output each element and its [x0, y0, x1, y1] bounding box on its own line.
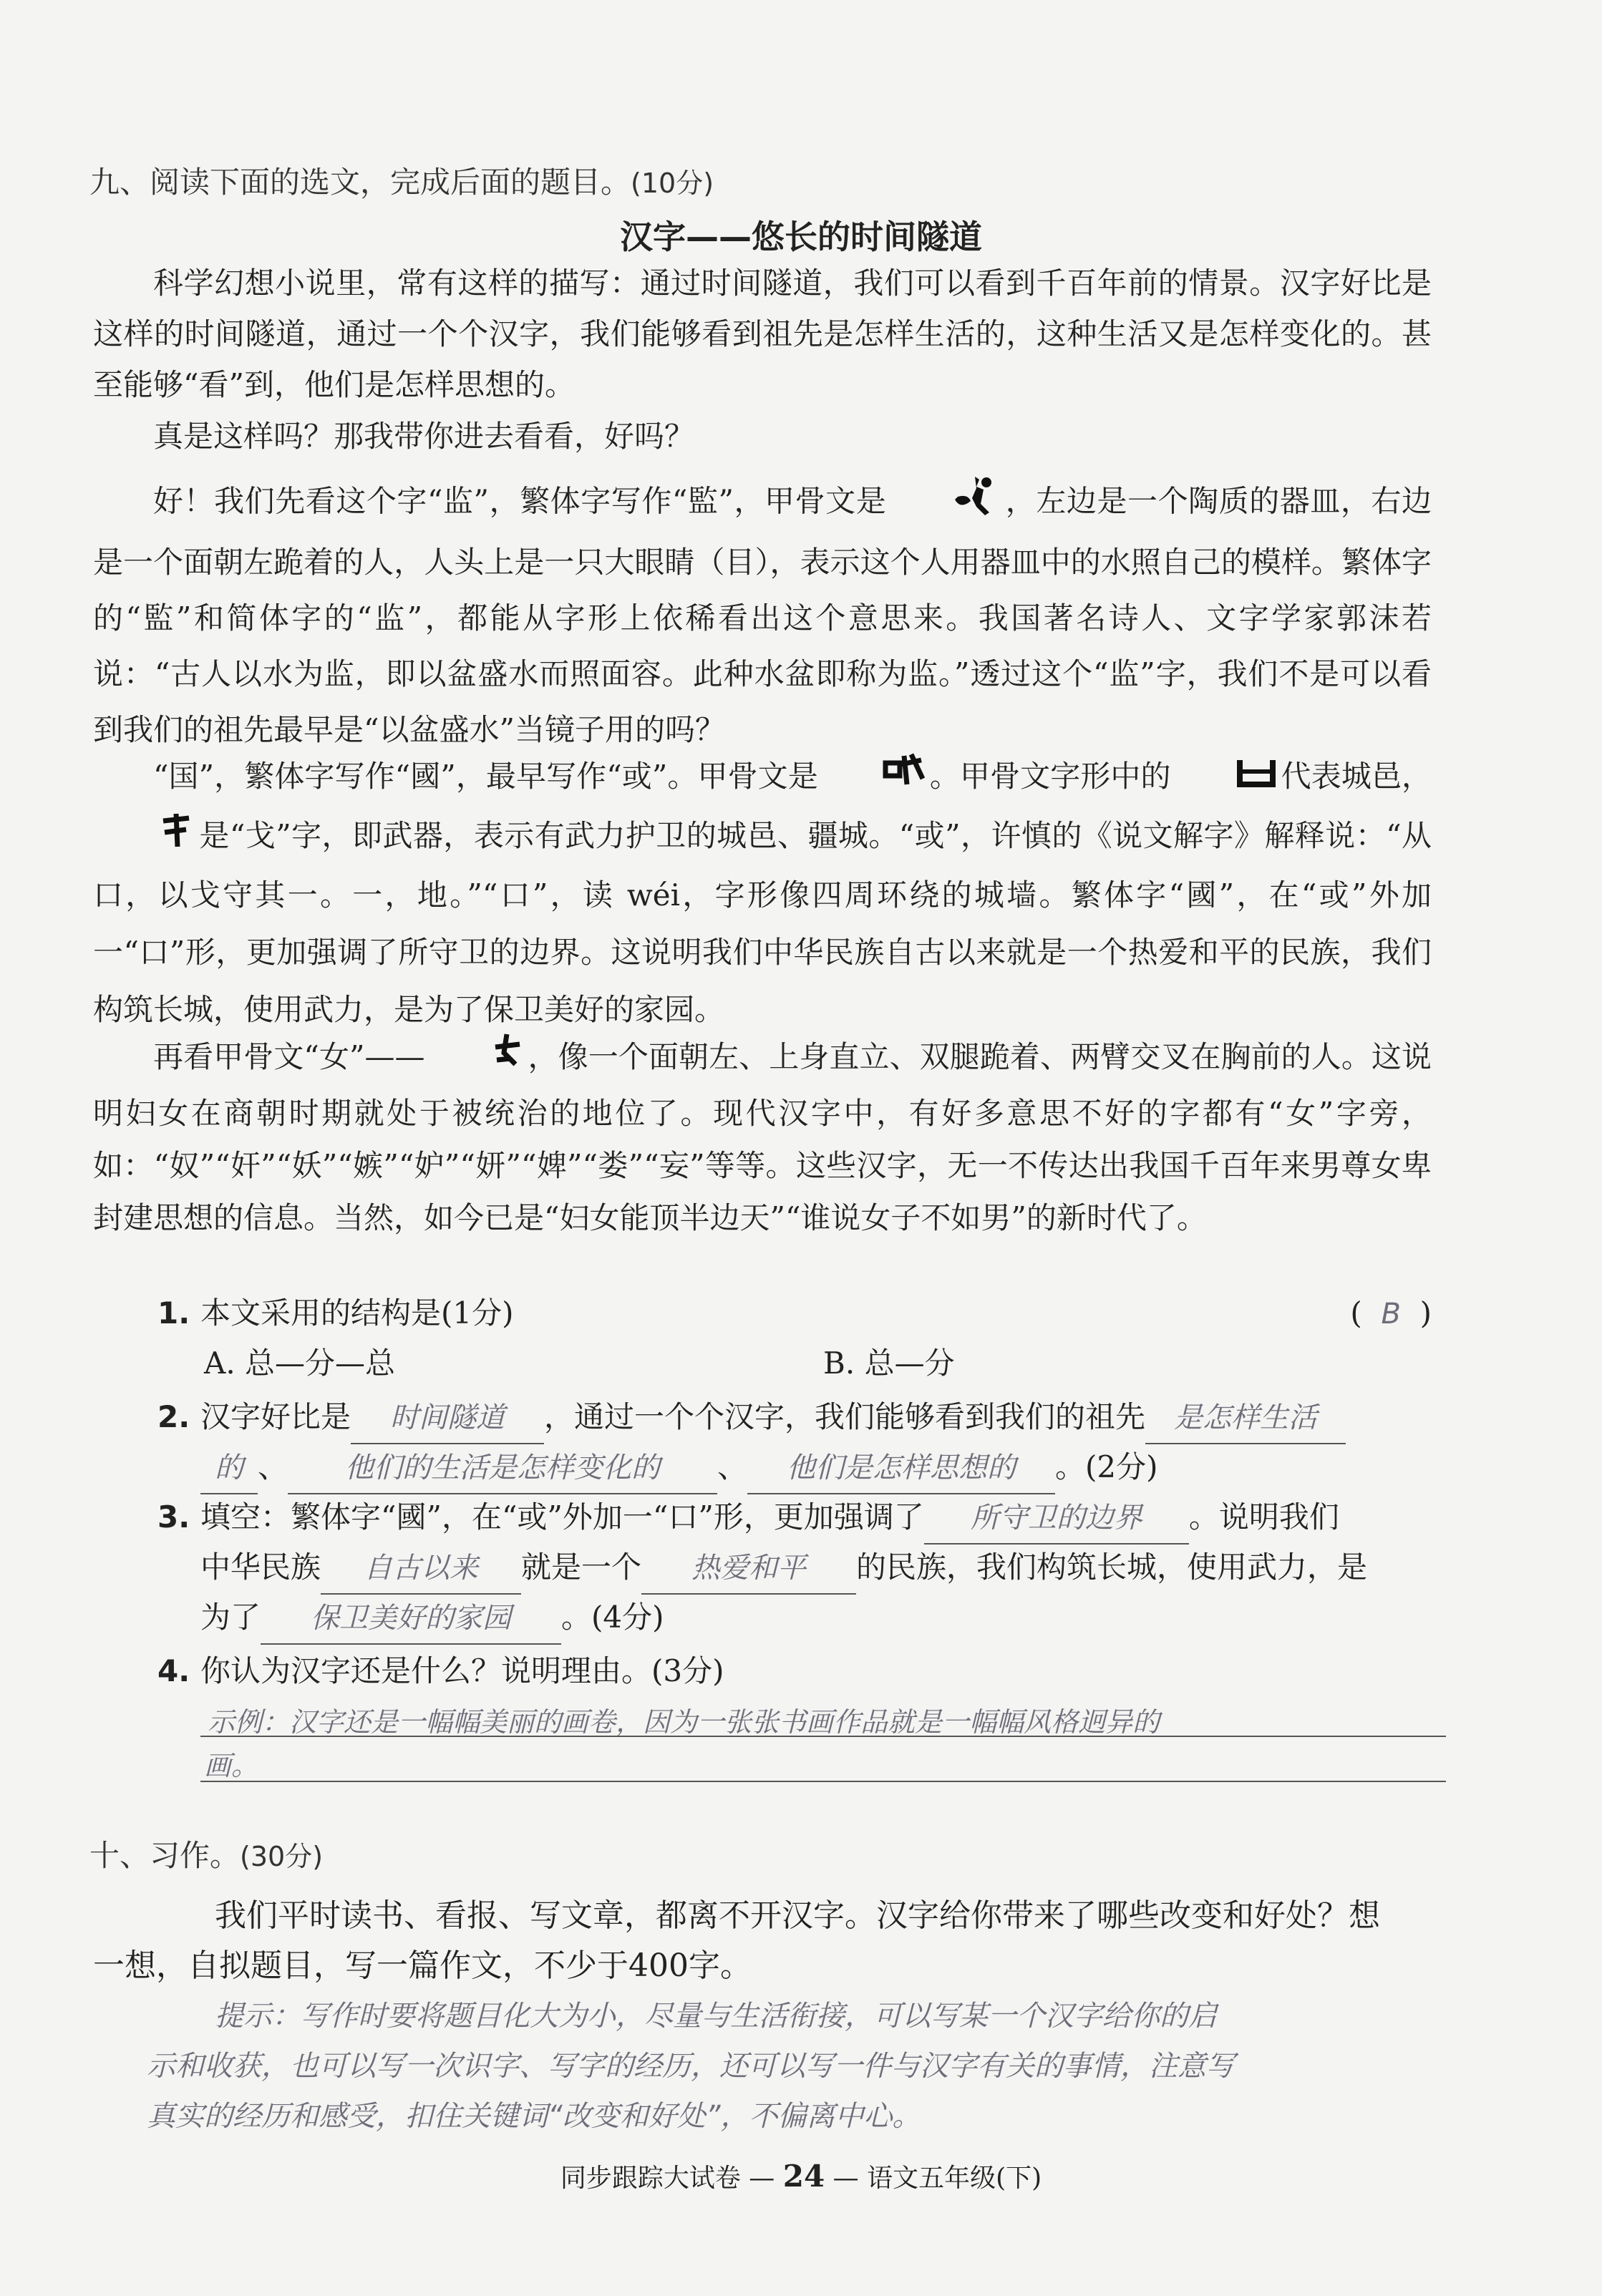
question-2-text-1: 汉字好比是 [200, 1399, 351, 1434]
footer-subject: 语文五年级(下) [867, 2164, 1042, 2193]
question-1-answer-box [1350, 1288, 1432, 1339]
paragraph-5-part-b: ，像一个面朝左、上身直立、双腿跪着、两臂交叉在胸前的人。这说明妇女在商朝时期就处于被统治的地位了。现代汉字中，有好多意思不好的字都有“女”字旁，如：“奴”“奸”“妖”“嫉”“妒”“妍”“婢”“娄”“妄”等等。这些汉字，无一不传达出我国千百年来男尊女卑封建思想的信息。当然，如今已是“妇女能顶半边天”“谁说女子不如男”的新时代了。 [93, 1039, 1432, 1235]
answer-paren-open: ( [1350, 1295, 1362, 1331]
question-2-score: 。(2分) [1055, 1449, 1158, 1484]
question-3-text-6: 为了 [200, 1600, 261, 1635]
oracle-huo-glyph [822, 750, 926, 807]
question-3-score: 。(4分) [561, 1600, 664, 1635]
question-1-option-b: B. 总—分 [823, 1346, 955, 1381]
question-2-blank-3[interactable]: 他们的生活是怎样变化的 [288, 1443, 717, 1494]
question-2 [157, 1392, 1446, 1444]
question-3-text-1: 填空：繁体字“國”，在“或”外加一“口”形，更加强调了 [200, 1499, 924, 1534]
question-2-line-2 [200, 1442, 1446, 1494]
question-2-blank-1[interactable]: 时间隧道 [351, 1393, 544, 1444]
footer-dash-2: — [832, 2164, 859, 2193]
writing-prompt-line-1: 我们平时读书、看报、写文章，都离不开汉字。汉字给你带来了哪些改变和好处？想 [215, 1897, 1380, 1934]
paragraph-2: 真是这样吗？那我带你进去看看，好吗？ [153, 419, 695, 454]
question-3-blank-1[interactable]: 所守卫的边界 [924, 1493, 1189, 1545]
question-3-blank-2[interactable]: 自古以来 [321, 1543, 521, 1595]
question-1-answer: B [1381, 1298, 1401, 1331]
writing-hint-line-1: 提示：写作时要将题目化大为小，尽量与生活衔接，可以写某一个汉字给你的启 [215, 2000, 1217, 2033]
paragraph-3 [93, 472, 1432, 758]
section-10-title [89, 1832, 323, 1875]
oracle-jian-glyph [890, 472, 1001, 535]
question-3-text-4: 就是一个 [521, 1550, 642, 1585]
writing-hint-line-3: 真实的经历和感受，扣住关键词“改变和好处”，不偏离中心。 [147, 2100, 921, 2133]
question-3-line-2 [200, 1542, 1446, 1595]
question-4-number: 4. [157, 1653, 190, 1688]
question-2-blank-2[interactable]: 是怎样生活 [1145, 1393, 1346, 1444]
question-4-answer-line-2[interactable]: 画。 [204, 1750, 259, 1781]
paragraph-4 [93, 748, 1432, 1038]
oracle-kou-glyph [1175, 750, 1277, 807]
footer-book-title: 同步跟踪大试卷 [560, 2164, 741, 2193]
paragraph-1: 科学幻想小说里，常有这样的描写：通过时间隧道，我们可以看到千百年前的情景。汉字好比是这样的时间隧道，通过一个个汉字，我们能够看到祖先是怎样生活的，这种生活又是怎样变化的。甚至能够“看”到，他们是怎样思想的。 [93, 266, 1432, 402]
paragraph-3-part-b: ，左边是一个陶质的器皿，右边是一个面朝左跪着的人，人头上是一只大眼睛（目），表示这个人用器皿中的水照自己的模样。繁体字的“監”和简体字的“监”，都能从字形上依稀看出这个意思来。我国著名诗人、文字学家郭沫若说：“古人以水为监，即以盆盛水而照面容。此种水盆即称为监。”透过这个“监”字，我们不是可以看到我们的祖先最早是“以盆盛水”当镜子用的吗？ [93, 483, 1432, 747]
section-9-score: (10分) [631, 167, 714, 199]
answer-line-2 [200, 1781, 1446, 1782]
question-4 [157, 1646, 724, 1696]
section-9-heading: 九、阅读下面的选文，完成后面的题目。 [89, 165, 631, 200]
answer-line-1 [200, 1736, 1446, 1737]
question-3-blank-4[interactable]: 保卫美好的家园 [261, 1593, 561, 1645]
question-2-text-2: ，通过一个个汉字，我们能够看到我们的祖先 [544, 1399, 1146, 1434]
question-2-number: 2. [157, 1399, 190, 1434]
section-9-title [89, 159, 714, 202]
footer-dash-1: — [749, 2164, 775, 2193]
section-10-score: (30分) [240, 1841, 324, 1872]
question-2-sep-2: 、 [717, 1449, 748, 1484]
question-3-text-5: 的民族，我们构筑长城，使用武力，是 [856, 1550, 1368, 1585]
question-3-number: 3. [157, 1499, 190, 1534]
question-2-blank-4[interactable]: 他们是怎样思想的 [747, 1443, 1055, 1494]
question-3-blank-3[interactable]: 热爱和平 [641, 1543, 856, 1595]
writing-prompt-line-2: 一想，自拟题目，写一篇作文，不少于400字。 [93, 1947, 752, 1984]
article-title: 汉字——悠长的时间隧道 [620, 218, 982, 256]
question-3 [157, 1492, 1446, 1545]
question-1 [157, 1288, 1432, 1338]
paragraph-5-part-a: 再看甲骨文“女”—— [153, 1039, 425, 1074]
question-4-answer-line-1[interactable]: 示例：汉字还是一幅幅美丽的画卷，因为一张张书画作品就是一幅幅风格迥异的 [208, 1706, 1160, 1738]
question-1-text: 本文采用的结构是(1分) [200, 1295, 514, 1331]
section-10-heading: 十、习作。 [89, 1838, 241, 1873]
paragraph-4-part-c: 代表城邑， [1281, 759, 1432, 794]
question-1-number: 1. [157, 1295, 190, 1331]
paragraph-4-part-b: 。甲骨文字形中的 [929, 759, 1171, 794]
writing-hint-line-2: 示和收获，也可以写一次识字、写字的经历，还可以写一件与汉字有关的事情，注意写 [147, 2050, 1235, 2083]
oracle-ge-glyph [97, 809, 195, 867]
question-4-text: 你认为汉字还是什么？说明理由。(3分) [200, 1653, 724, 1688]
question-1-option-a: A. 总—分—总 [204, 1346, 396, 1381]
paragraph-4-part-a: “国”，繁体字写作“國”，最早写作“或”。甲骨文是 [153, 759, 818, 794]
question-2-blank-2-cont[interactable]: 的 [200, 1443, 258, 1494]
paragraph-3-part-a: 好！我们先看这个字“监”，繁体字写作“監”，甲骨文是 [153, 483, 887, 519]
page-number: 24 [782, 2159, 825, 2194]
question-2-sep-1: 、 [258, 1449, 288, 1484]
question-3-text-3: 中华民族 [200, 1550, 321, 1585]
paragraph-4-part-d: 是“戈”字，即武器，表示有武力护卫的城邑、疆城。“或”，许慎的《说文解字》解释说：“从口，以戈守其一。一，地。”“口”，读 wéi，字形像四周环绕的城墙。繁体字“國”，在“或”外加一“口”形，更加强调了所守卫的边界。这说明我们中华民族自古以来就是一个热爱和平的民族，我们构筑长城，使用武力，是为了保卫美好的家园。 [93, 818, 1432, 1027]
answer-paren-close: ) [1419, 1295, 1432, 1331]
page-footer [0, 2158, 1602, 2194]
paragraph-5 [93, 1031, 1432, 1244]
oracle-nv-glyph [429, 1031, 524, 1087]
question-3-text-2: 。说明我们 [1188, 1499, 1339, 1534]
question-3-line-3 [200, 1592, 664, 1645]
